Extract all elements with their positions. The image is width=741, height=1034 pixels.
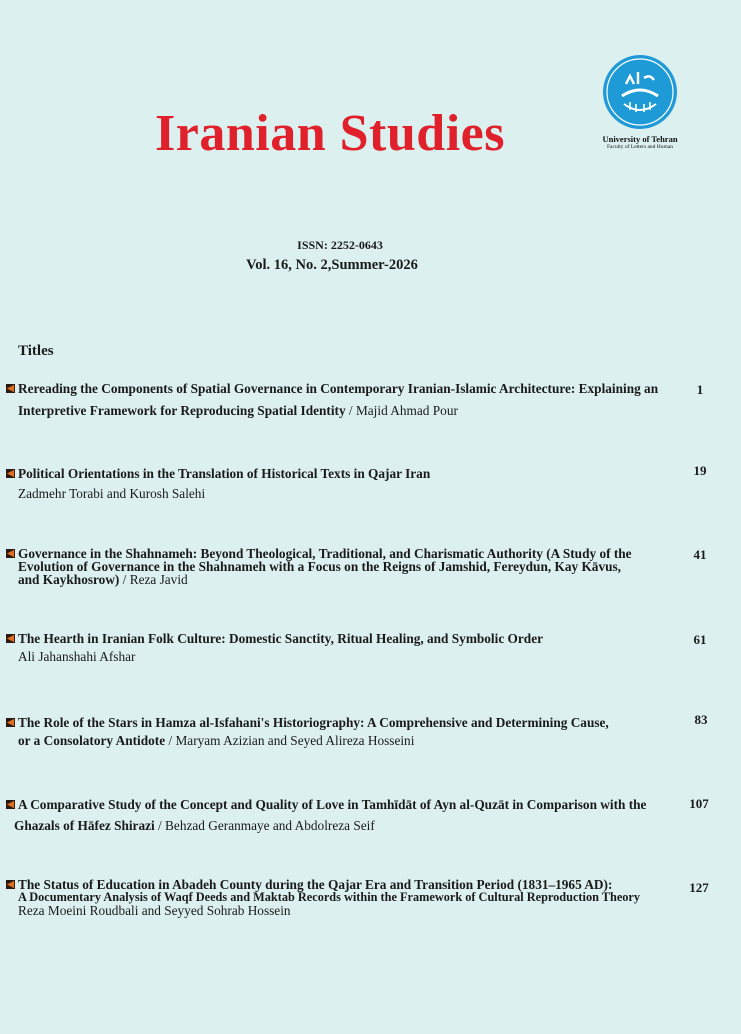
page-number: 127 <box>689 880 709 895</box>
page-number: 107 <box>689 796 709 811</box>
article-title: The Hearth in Iranian Folk Culture: Domestic Sanctity, Ritual Healing, and Symbolic Order <box>18 631 543 646</box>
bullet-icon <box>6 800 15 809</box>
bullet-icon <box>6 634 15 643</box>
volume-info: Vol. 16, No. 2,Summer-2026 <box>246 257 418 273</box>
article-title-cont: Evolution of Governance in the Shahnameh with a Focus on the Reigns of Jamshid, Fereydun, Kay Kāvus, <box>18 559 621 574</box>
article-authors: / Behzad Geranmaye and Abdolreza Seif <box>154 818 375 833</box>
page-number: 83 <box>694 712 708 727</box>
toc-entry[interactable] <box>6 465 671 502</box>
university-name: University of Tehran <box>602 134 678 144</box>
article-title: The Status of Education in Abadeh County during the Qajar Era and Transition Period (1831–1965 AD): <box>18 877 613 892</box>
bullet-icon <box>6 469 15 478</box>
page-number: 61 <box>693 632 707 647</box>
article-title: The Role of the Stars in Hamza al-Isfahani's Historiography: A Comprehensive and Determining Cause, <box>18 715 609 730</box>
article-authors: Reza Moeini Roudbali and Seyyed Sohrab Hossein <box>18 903 291 918</box>
toc-entry[interactable] <box>6 714 671 749</box>
toc-entry[interactable] <box>6 547 671 586</box>
bullet-icon <box>6 880 15 889</box>
article-title: Governance in the Shahnameh: Beyond Theological, Traditional, and Charismatic Authority (A Study of the <box>18 546 632 561</box>
bullet-icon <box>6 718 15 727</box>
article-title: Political Orientations in the Translation of Historical Texts in Qajar Iran <box>18 466 431 481</box>
article-title-cont: or a Consolatory Antidote <box>18 733 166 748</box>
journal-title: Iranian Studies <box>155 105 505 162</box>
page-number: 41 <box>693 547 707 562</box>
issn: ISSN: 2252-0643 <box>297 238 383 252</box>
article-title: Rereading the Components of Spatial Governance in Contemporary Iranian-Islamic Architecture: Explaining an <box>18 381 659 396</box>
faculty-name: Faculty of Letters and Human <box>607 144 673 150</box>
article-authors: / Maryam Azizian and Seyed Alireza Hosseini <box>165 733 415 748</box>
university-emblem-icon <box>602 54 678 130</box>
article-title: A Comparative Study of the Concept and Quality of Love in Tamhīdāt of Ayn al-Quzāt in Comparison with the <box>18 797 647 812</box>
bullet-icon <box>6 549 15 558</box>
article-authors: Ali Jahanshahi Afshar <box>18 649 136 664</box>
bullet-icon <box>6 384 15 393</box>
toc-entry[interactable] <box>6 878 671 917</box>
article-authors: / Majid Ahmad Pour <box>345 403 458 418</box>
article-title-cont: Ghazals of Hāfez Shirazi <box>14 818 155 833</box>
article-title-cont: A Documentary Analysis of Waqf Deeds and Maktab Records within the Framework of Cultural Reproduction Theory <box>18 890 641 904</box>
article-authors: Zadmehr Torabi and Kurosh Salehi <box>18 486 206 501</box>
page-number: 19 <box>693 463 707 478</box>
article-title-cont: and Kaykhosrow) <box>18 572 120 587</box>
university-logo <box>598 54 682 150</box>
titles-heading: Titles <box>18 343 54 359</box>
article-authors: / Reza Javid <box>119 572 188 587</box>
toc-entry[interactable] <box>6 380 671 419</box>
article-title-cont: Interpretive Framework for Reproducing Spatial Identity <box>18 403 346 418</box>
toc-entry[interactable] <box>6 796 671 834</box>
toc-entry[interactable] <box>6 630 671 665</box>
page-number: 1 <box>696 382 704 397</box>
